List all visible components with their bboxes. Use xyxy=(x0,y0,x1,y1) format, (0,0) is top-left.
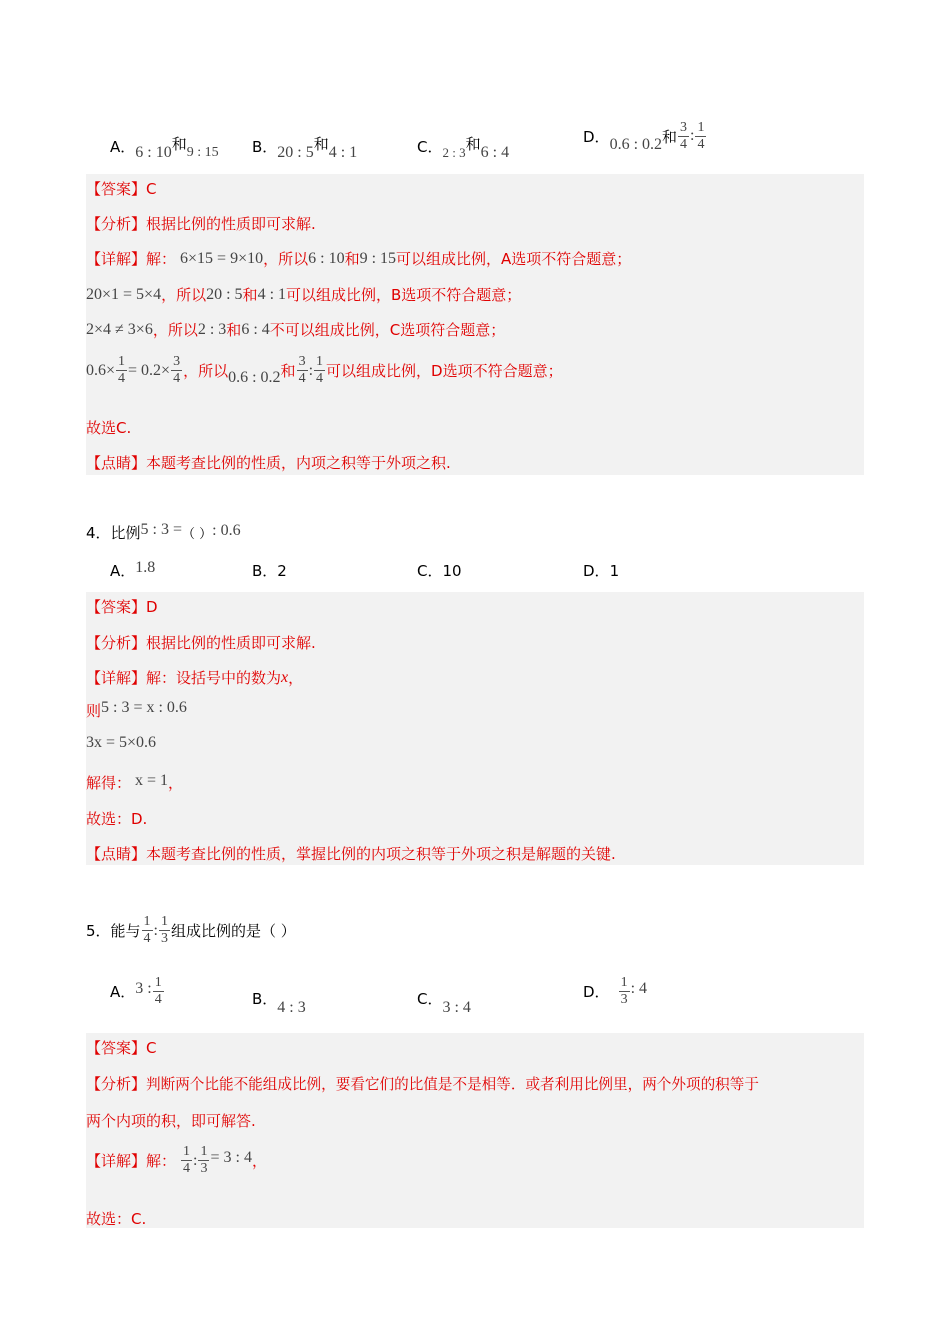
option-letter: B． xyxy=(252,137,278,156)
q3-detail-line-4: 0.6× $\frac{1}{4}$ = 0.2× $\frac{3}{4}$ ，所以 0.6 : 0.2 和 $\frac{3}{4}$ : $\frac{1}{4}$ 可以组成比例，D选项不符合题意； xyxy=(86,354,563,386)
q3-analysis: 【分析】 根据比例的性质即可求解. xyxy=(86,215,316,233)
q4-answer: 【答案】 D xyxy=(86,597,158,616)
conjunction: 和 xyxy=(313,134,329,153)
q5-analysis-line-1: 【分析】 判断两个比能不能组成比例，要看它们的比值是不是相等．或者利用比例里，两个外项的积等于 xyxy=(86,1075,759,1093)
ratio: 6 : 4 xyxy=(480,144,510,161)
fraction: $\frac{1}{4}$ xyxy=(697,119,705,152)
conjunction: 和 xyxy=(662,127,678,146)
conjunction: 和 xyxy=(171,134,187,153)
q5-detail: 【详解】 解： $\frac{1}{4}$ : $\frac{1}{3}$ = 3 : 4 ， xyxy=(86,1144,267,1176)
q5-option-c[interactable]: C．3 : 4 xyxy=(417,990,471,1016)
q4-comment: 【点睛】 本题考查比例的性质，掌握比例的内项之积等于外项之积是解题的关键. xyxy=(86,845,616,863)
conjunction: 和 xyxy=(465,134,481,153)
q3-option-a[interactable] xyxy=(110,130,219,162)
q4-conclusion: 故选：D. xyxy=(86,810,148,828)
q3-comment: 【点睛】 本题考查比例的性质，内项之积等于外项之积. xyxy=(86,454,451,472)
q3-option-b[interactable] xyxy=(252,130,357,162)
q5-conclusion: 故选：C. xyxy=(86,1210,147,1228)
ratio: 9 : 15 xyxy=(186,145,219,160)
ratio: 4 : 1 xyxy=(328,144,358,161)
ratio: 2 : 3 xyxy=(442,145,466,160)
q4-option-a[interactable]: A．1.8 xyxy=(110,559,156,580)
option-letter: D． xyxy=(583,127,610,146)
option-letter: A． xyxy=(110,137,136,156)
ratio: 6 : 10 xyxy=(135,144,172,161)
option-letter: C． xyxy=(417,137,443,156)
q4-detail-line-3: 3x = 5×0.6 xyxy=(86,734,157,751)
q3-answer: 【答案】 C xyxy=(86,179,157,198)
q5-option-d[interactable]: D． $\frac{1}{3}$ : 4 xyxy=(583,975,648,1007)
q5-answer: 【答案】 C xyxy=(86,1038,157,1057)
ratio: 0.6 : 0.2 xyxy=(609,136,663,153)
q3-conclusion: 故选C. xyxy=(86,419,132,437)
q3-option-c[interactable] xyxy=(417,130,509,162)
q5-analysis-line-2: 两个内项的积，即可解答. xyxy=(86,1112,256,1130)
q4-detail-line-2: 则 5 : 3 = x : 0.6 xyxy=(86,698,187,720)
q4-analysis: 【分析】 根据比例的性质即可求解. xyxy=(86,634,316,652)
q3-option-d[interactable]: D． 0.6 : 0.2 和 $\frac{3}{4}$ : $\frac{1}{4}$ xyxy=(583,119,705,153)
q3-detail-line-2: 20×1 = 5×4 ，所以 20 : 5 和 4 : 1 可以组成比例，B选项不符合题意； xyxy=(86,285,522,304)
q3-detail-line-3: 2×4 ≠ 3×6 ，所以 2 : 3 和 6 : 4 不可以组成比例，C选项符合题意； xyxy=(86,320,506,339)
q4-option-b[interactable]: B．2 xyxy=(252,562,287,580)
q3-detail-line-1: 【详解】 解： 6×15 = 9×10 ，所以 6 : 10 和 9 : 15 可以组成比例，A选项不符合题意； xyxy=(86,249,632,268)
ratio: 20 : 5 xyxy=(277,144,314,161)
q5-stem: 5．能与 $\frac{1}{4}$ : $\frac{1}{3}$ 组成比例的是（ ） xyxy=(86,914,296,946)
q4-detail-line-1: 【详解】 解：设括号中的数为 x ， xyxy=(86,668,304,687)
fraction: $\frac{3}{4}$ xyxy=(680,119,688,152)
q4-option-c[interactable]: C．10 xyxy=(417,562,462,580)
q4-detail-line-4: 解得： x = 1 ， xyxy=(86,771,184,792)
q5-option-a[interactable]: A． 3 : $\frac{1}{4}$ xyxy=(110,975,162,1007)
q4-option-d[interactable]: D．1 xyxy=(583,562,620,580)
q4-stem: 4．比例 5 : 3 = （ ） : 0.6 xyxy=(86,520,241,542)
q5-option-b[interactable]: B．4 : 3 xyxy=(252,990,306,1016)
